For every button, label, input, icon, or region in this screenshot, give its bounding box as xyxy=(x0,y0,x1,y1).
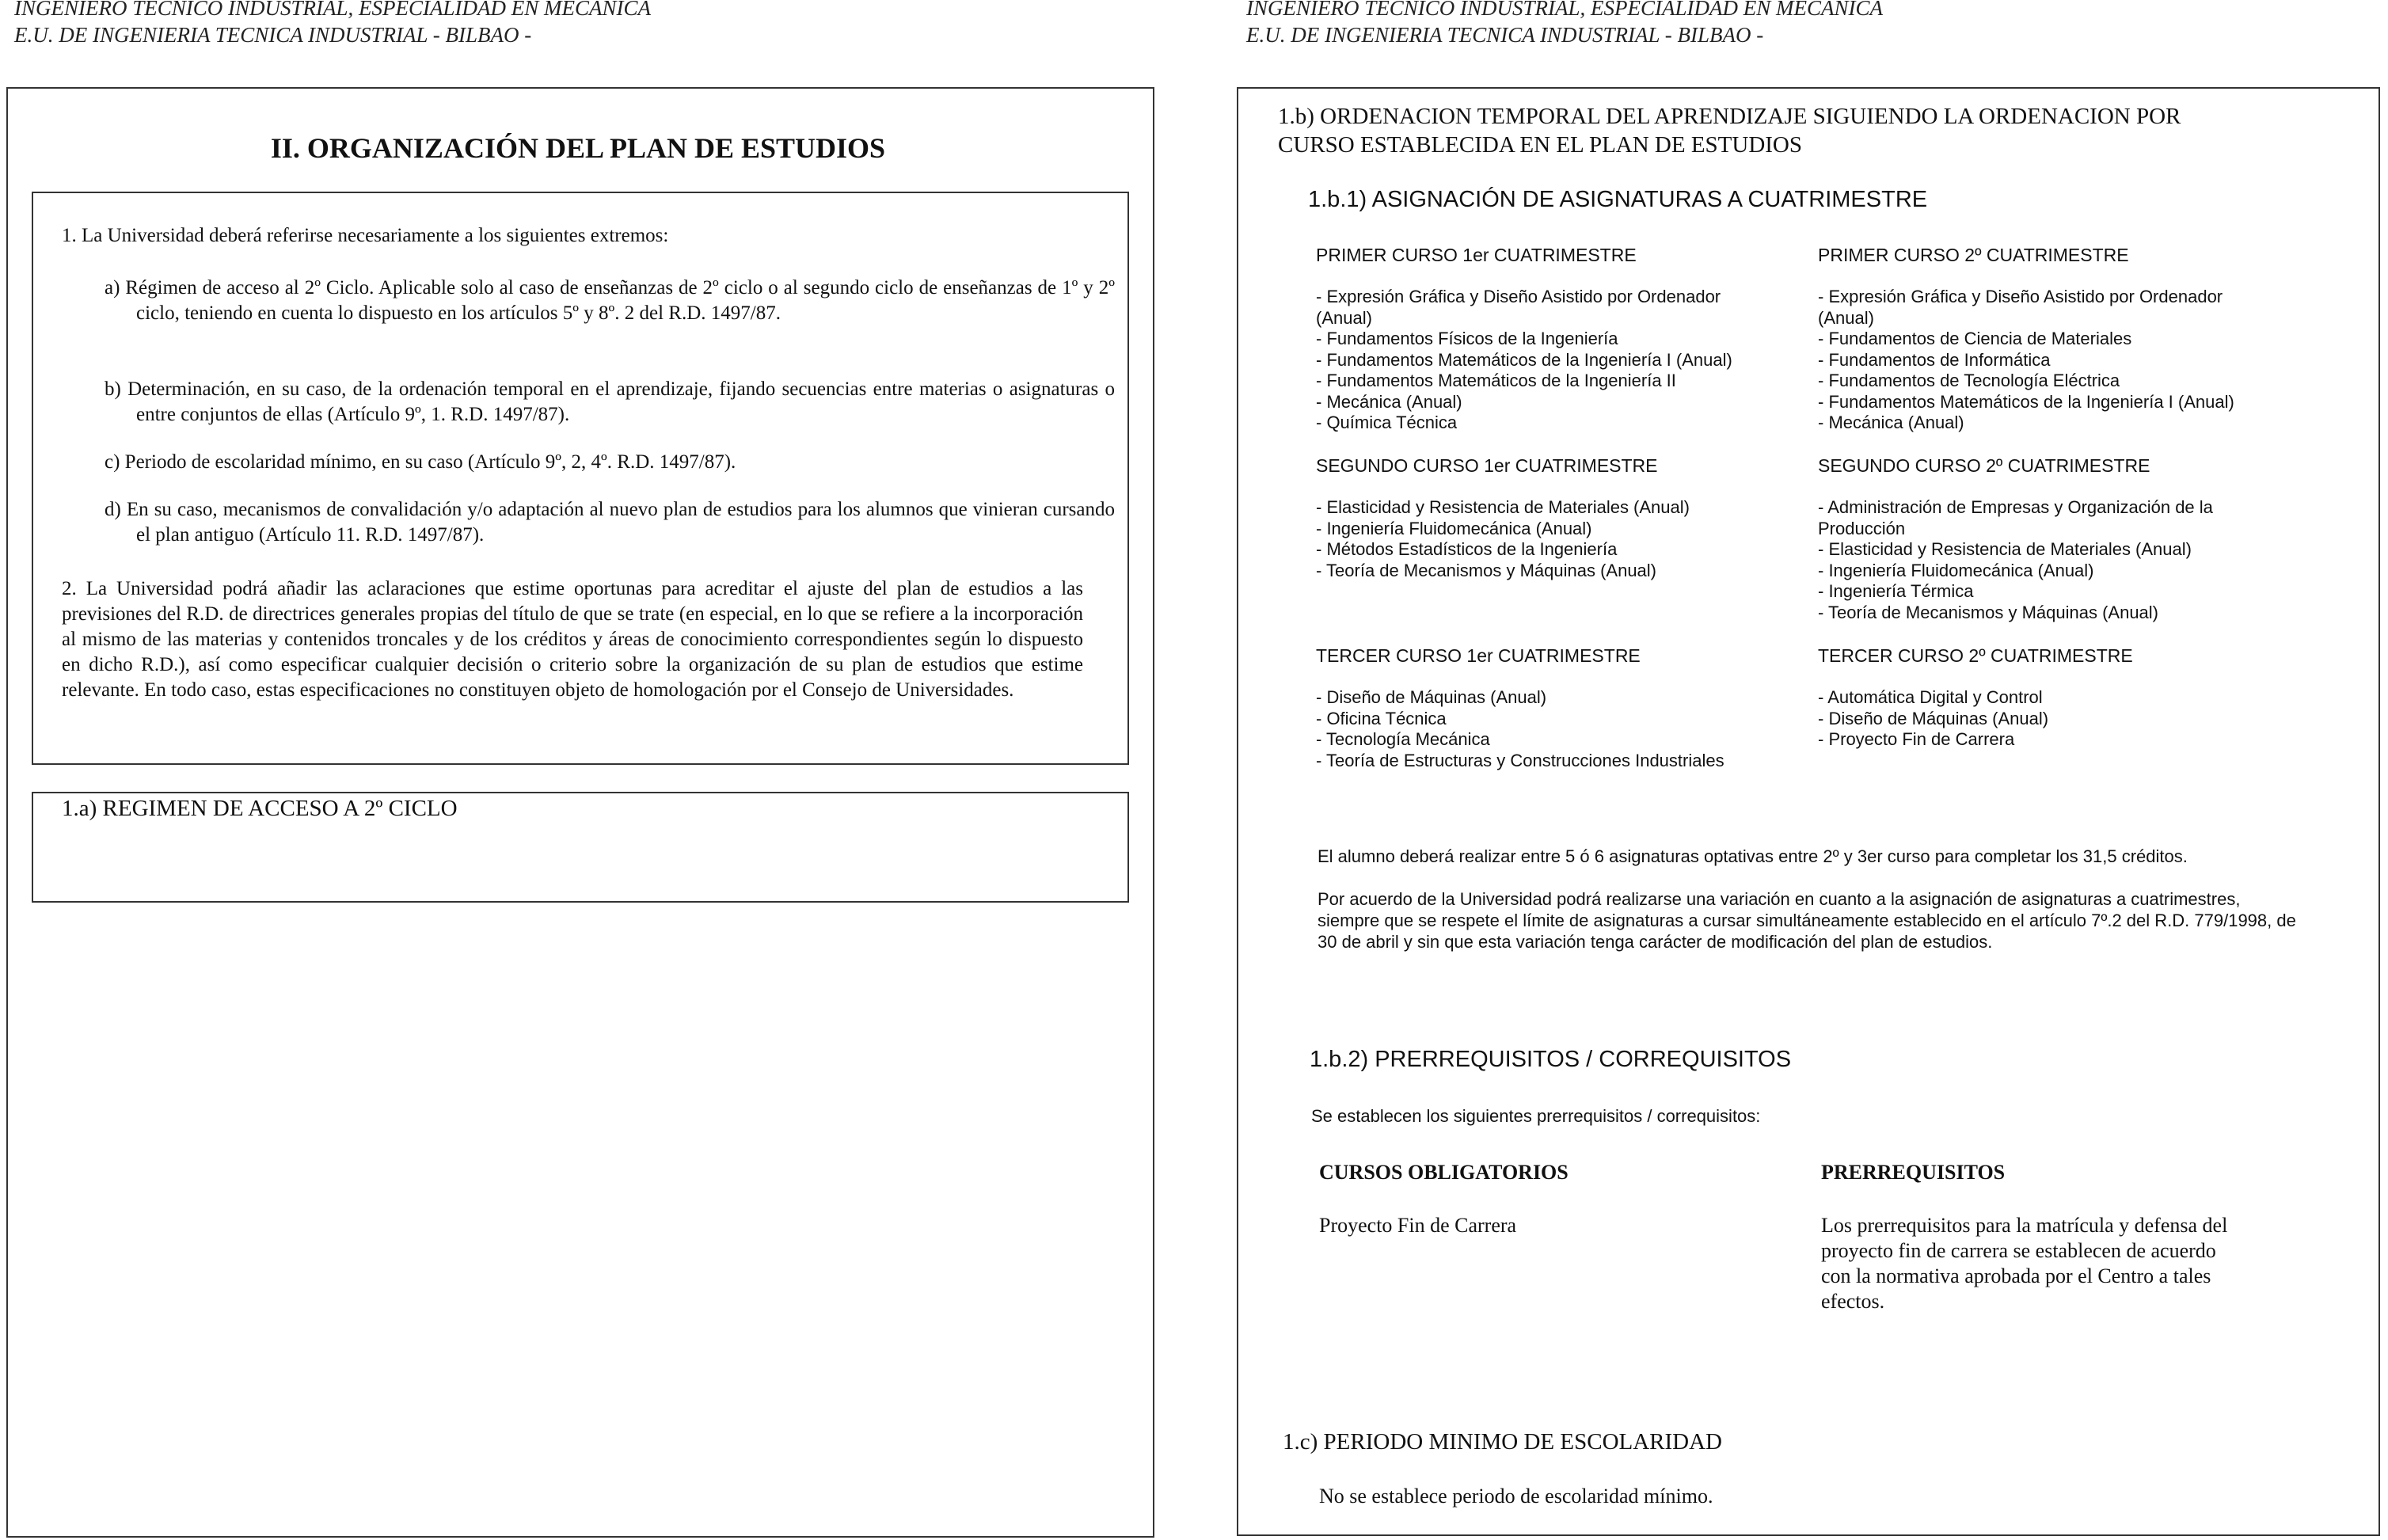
course-subject-list xyxy=(1818,287,2325,434)
item-b: b) Determinación, en su caso, de la ordenación temporal en el aprendizaje, fijando secuencias entre materias o asignaturas o entre conjuntos de ellas (Artículo 9º, 1. R.D. 1497/87). xyxy=(105,378,1115,425)
left-header-line2: E.U. DE INGENIERIA TECNICA INDUSTRIAL - BILBAO - xyxy=(14,23,532,47)
subject-item: - Teoría de Estructuras y Construcciones Industriales xyxy=(1316,750,1724,770)
subject-item: - Fundamentos Físicos de la Ingeniería xyxy=(1316,329,1618,348)
escolaridad-text: No se establece periodo de escolaridad mínimo. xyxy=(1319,1485,1713,1508)
subject-item: - Fundamentos Matemáticos de la Ingeniería I (Anual) xyxy=(1818,391,2234,412)
subject-item: - Teoría de Mecanismos y Máquinas (Anual) xyxy=(1818,602,2159,622)
subject-item: - Métodos Estadísticos de la Ingeniería xyxy=(1316,539,1618,559)
subject-item: Producción xyxy=(1818,518,1906,538)
subject-item: - Tecnología Mecánica xyxy=(1316,729,1490,749)
prereq-col1-header: CURSOS OBLIGATORIOS xyxy=(1319,1161,1569,1184)
subject-item: - Diseño de Máquinas (Anual) xyxy=(1316,687,1547,707)
course-heading: PRIMER CURSO 2º CUATRIMESTRE xyxy=(1818,245,2129,265)
course-heading: PRIMER CURSO 1er CUATRIMESTRE xyxy=(1316,245,1637,265)
subject-item: - Fundamentos Matemáticos de la Ingeniería I (Anual) xyxy=(1316,349,1732,370)
subsection-title-escolaridad: 1.c) PERIODO MINIMO DE ESCOLARIDAD xyxy=(1283,1429,1722,1454)
subject-item: - Diseño de Máquinas (Anual) xyxy=(1818,708,2049,728)
regimen-title: 1.a) REGIMEN DE ACCESO A 2º CICLO xyxy=(62,796,458,821)
right-header-line1: INGENIERO TECNICO INDUSTRIAL, ESPECIALIDAD EN MECANICA xyxy=(1246,0,1883,20)
subject-item: - Elasticidad y Resistencia de Materiales (Anual) xyxy=(1818,539,2192,559)
course-heading: SEGUNDO CURSO 2º CUATRIMESTRE xyxy=(1818,455,2150,476)
section-title-line1: 1.b) ORDENACION TEMPORAL DEL APRENDIZAJE SIGUIENDO LA ORDENACION POR xyxy=(1278,104,2181,129)
course-heading: SEGUNDO CURSO 1er CUATRIMESTRE xyxy=(1316,455,1658,476)
subject-item: - Ingeniería Fluidomecánica (Anual) xyxy=(1316,518,1592,538)
point1-intro: 1. La Universidad deberá referirse necesariamente a los siguientes extremos: xyxy=(62,225,669,246)
subject-item: (Anual) xyxy=(1316,307,1372,328)
subject-item: - Expresión Gráfica y Diseño Asistido por Ordenador xyxy=(1316,287,1721,306)
subject-item: - Teoría de Mecanismos y Máquinas (Anual) xyxy=(1316,560,1657,580)
course-subject-list xyxy=(1818,687,2325,751)
subject-item: - Mecánica (Anual) xyxy=(1818,413,1964,432)
subject-item: - Elasticidad y Resistencia de Materiales (Anual) xyxy=(1316,497,1690,517)
page-title: II. ORGANIZACIÓN DEL PLAN DE ESTUDIOS xyxy=(270,132,886,164)
subject-item: - Fundamentos Matemáticos de la Ingeniería II xyxy=(1316,371,1676,390)
section-title-line2: CURSO ESTABLECIDA EN EL PLAN DE ESTUDIOS xyxy=(1278,132,1803,158)
course-subject-list xyxy=(1818,497,2325,623)
subject-item: (Anual) xyxy=(1818,307,1874,328)
item-c: c) Periodo de escolaridad mínimo, en su caso (Artículo 9º, 2, 4º. R.D. 1497/87). xyxy=(105,451,736,473)
point2-text: 2. La Universidad podrá añadir las aclaraciones que estime oportunas para acreditar el ajuste del plan de estudios a las previsiones del R.D. de directrices generales propias del título de que se trate (en especial, en lo que se refiere a la incorporación al mismo de las materias y contenidos troncales y de los créditos y áreas de conocimiento correspondientes según lo dispuesto en dicho R.D.), así como especificar cualquier decisión o criterio sobre la organización de su plan de estudios que estime relevante. En todo caso, estas especificaciones no constituyen objeto de homologación por el Consejo de Universidades. xyxy=(62,578,1083,701)
subject-item: - Química Técnica xyxy=(1316,413,1458,432)
subject-item: - Administración de Empresas y Organización de la xyxy=(1818,497,2213,517)
item-a: a) Régimen de acceso al 2º Ciclo. Aplicable solo al caso de enseñanzas de 2º ciclo o al segundo ciclo de enseñanzas de 1º y 2º ciclo, teniendo en cuenta lo dispuesto en los artículos 5º y 8º. 2 del R.D. 1497/87. xyxy=(105,277,1115,324)
subsection-title-asignacion: 1.b.1) ASIGNACIÓN DE ASIGNATURAS A CUATRIMESTRE xyxy=(1308,187,1928,212)
subject-item: - Fundamentos de Informática xyxy=(1818,349,2051,370)
subject-item: - Expresión Gráfica y Diseño Asistido por Ordenador xyxy=(1818,287,2223,306)
prereq-col1-value: Proyecto Fin de Carrera xyxy=(1319,1214,1517,1237)
left-header-line1: INGENIERO TECNICO INDUSTRIAL, ESPECIALIDAD EN MECANICA xyxy=(14,0,651,20)
subject-item: - Proyecto Fin de Carrera xyxy=(1818,729,2015,749)
subject-item: - Ingeniería Térmica xyxy=(1818,581,1974,601)
subject-item: - Automática Digital y Control xyxy=(1818,687,2043,707)
optativas-note: El alumno deberá realizar entre 5 ó 6 asignaturas optativas entre 2º y 3er curso para completar los 31,5 créditos. xyxy=(1318,846,2188,866)
prereq-col2-value: Los prerrequisitos para la matrícula y defensa del proyecto fin de carrera se establecen de acuerdo con la normativa aprobada por el Centro a tales efectos. xyxy=(1821,1214,2228,1313)
course-subject-list xyxy=(1316,687,1807,771)
course-heading: TERCER CURSO 2º CUATRIMESTRE xyxy=(1818,645,2133,666)
variation-note: Por acuerdo de la Universidad podrá realizarse una variación en cuanto a la asignación de asignaturas a cuatrimestres, siempre que se respete el límite de asignaturas a cursar simultáneamente establecido en el artículo 7º.2 del R.D. 779/1998, de 30 de abril y sin que esta variación tenga carácter de modificación del plan de estudios. xyxy=(1318,889,2296,952)
right-header-line2: E.U. DE INGENIERIA TECNICA INDUSTRIAL - BILBAO - xyxy=(1246,23,1764,47)
subsection-title-prerrequisitos: 1.b.2) PRERREQUISITOS / CORREQUISITOS xyxy=(1310,1047,1792,1072)
prereq-col2-header: PRERREQUISITOS xyxy=(1821,1161,2006,1184)
subject-item: - Fundamentos de Ciencia de Materiales xyxy=(1818,329,2132,348)
prerrequisitos-intro: Se establecen los siguientes prerrequisitos / correquisitos: xyxy=(1311,1106,1761,1126)
subject-item: - Oficina Técnica xyxy=(1316,708,1447,728)
course-subject-list xyxy=(1316,287,1791,434)
course-heading: TERCER CURSO 1er CUATRIMESTRE xyxy=(1316,645,1641,666)
item-d: d) En su caso, mecanismos de convalidación y/o adaptación al nuevo plan de estudios para los alumnos que vinieran cursando el plan antiguo (Artículo 11. R.D. 1497/87). xyxy=(105,499,1115,546)
subject-item: - Ingeniería Fluidomecánica (Anual) xyxy=(1818,560,2094,580)
subject-item: - Fundamentos de Tecnología Eléctrica xyxy=(1818,371,2120,390)
subject-item: - Mecánica (Anual) xyxy=(1316,391,1462,412)
course-subject-list xyxy=(1316,497,1791,581)
